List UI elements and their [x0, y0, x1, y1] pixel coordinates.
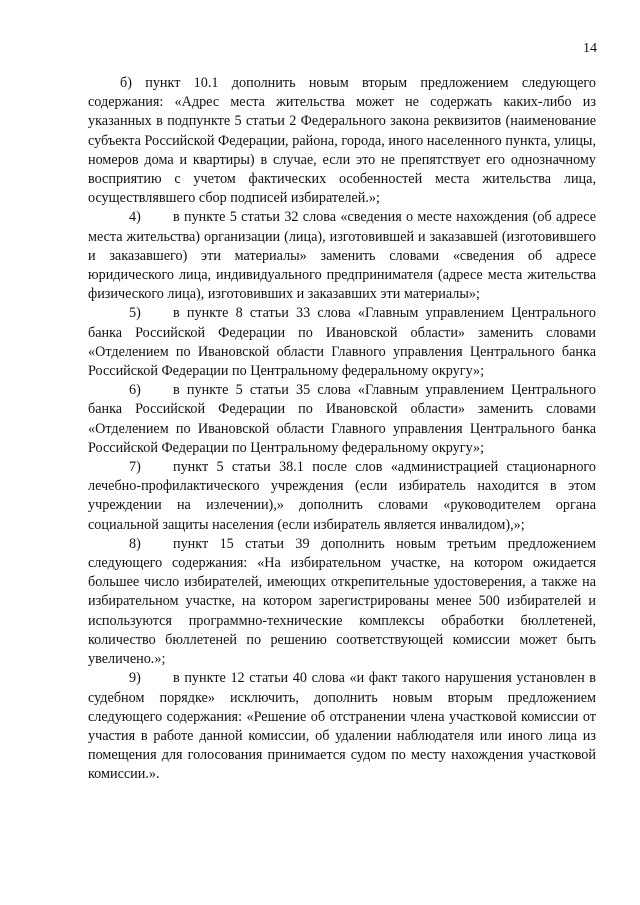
list-item-text: пункт 5 статьи 38.1 после слов «администрацией стационарного лечебно-профилактического учреждения (если избиратель находится в этом учреждении на излечении),» дополнить словами «руководителем органа социальной защиты населения (если избиратель является инвалидом),»;	[88, 459, 596, 533]
list-item-5	[88, 304, 596, 381]
document-body	[88, 74, 596, 785]
list-item-text: в пункте 5 статьи 32 слова «сведения о месте нахождения (об адресе места жительства) организации (лица), изготовившей и заказавшей (изготовившего и заказавшего) эти материалы» заменить словами «сведения об адресе юридического лица, индивидуального предпринимателя (адресе места жительства физического лица), изготовивших и заказавших эти материалы»;	[88, 209, 596, 303]
list-item-marker: 8)	[129, 535, 141, 552]
list-item-marker: 7)	[129, 459, 141, 476]
list-item-text: пункт 15 статьи 39 дополнить новым третьим предложением следующего содержания: «На избирательном участке, на котором ожидается большее число избирателей, имеющих открепительные удостоверения, а также на избирательном участке, на котором зарегистрированы менее 500 избирателей и используются программно-технические комплексы обработки бюллетеней, количество бюллетеней по решению соответствующей комиссии может быть увеличено.»;	[88, 535, 596, 668]
paragraph-text: б) пункт 10.1 дополнить новым вторым предложением следующего содержания: «Адрес места жительства может не содержать каких-либо из указанных в подпункте 5 статьи 2 Федерального закона реквизитов (наименование субъекта Российской Федерации, района, города, иного населенного пункта, улицы, номеров дома и квартиры) в случае, если это не препятствует его однозначному восприятию с учетом фактических особенностей места жительства лица, осуществлявшего сбор подписей избирателей.»;	[88, 75, 596, 207]
page-number: 14	[583, 41, 597, 56]
list-item-marker: 5)	[129, 305, 141, 322]
paragraph-b	[88, 74, 596, 208]
list-item-8	[88, 535, 596, 669]
list-item-6	[88, 381, 596, 458]
list-item-4	[88, 208, 596, 304]
list-item-text: в пункте 12 статьи 40 слова «и факт такого нарушения установлен в судебном порядке» исключить, дополнить новым вторым предложением следующего содержания: «Решение об отстранении члена участковой комиссии от участия в работе данной комиссии, об удалении наблюдателя или иного лица из помещения для голосования принимается судом по месту нахождения участковой комиссии.».	[88, 670, 596, 783]
list-item-7	[88, 458, 596, 535]
list-item-marker: 9)	[129, 670, 141, 687]
list-item-9	[88, 669, 596, 784]
list-item-marker: 6)	[129, 382, 141, 399]
list-item-marker: 4)	[129, 209, 141, 226]
list-item-text: в пункте 5 статьи 35 слова «Главным управлением Центрального банка Российской Федерации по Ивановской области» заменить словами «Отделением по Ивановской области Главного управления Центрального банка Российской Федерации по Центральному федеральному округу»;	[88, 382, 596, 456]
list-item-text: в пункте 8 статьи 33 слова «Главным управлением Центрального банка Российской Федерации по Ивановской области» заменить словами «Отделением по Ивановской области Главного управления Центрального банка Российской Федерации по Центральному федеральному округу»;	[88, 305, 596, 380]
